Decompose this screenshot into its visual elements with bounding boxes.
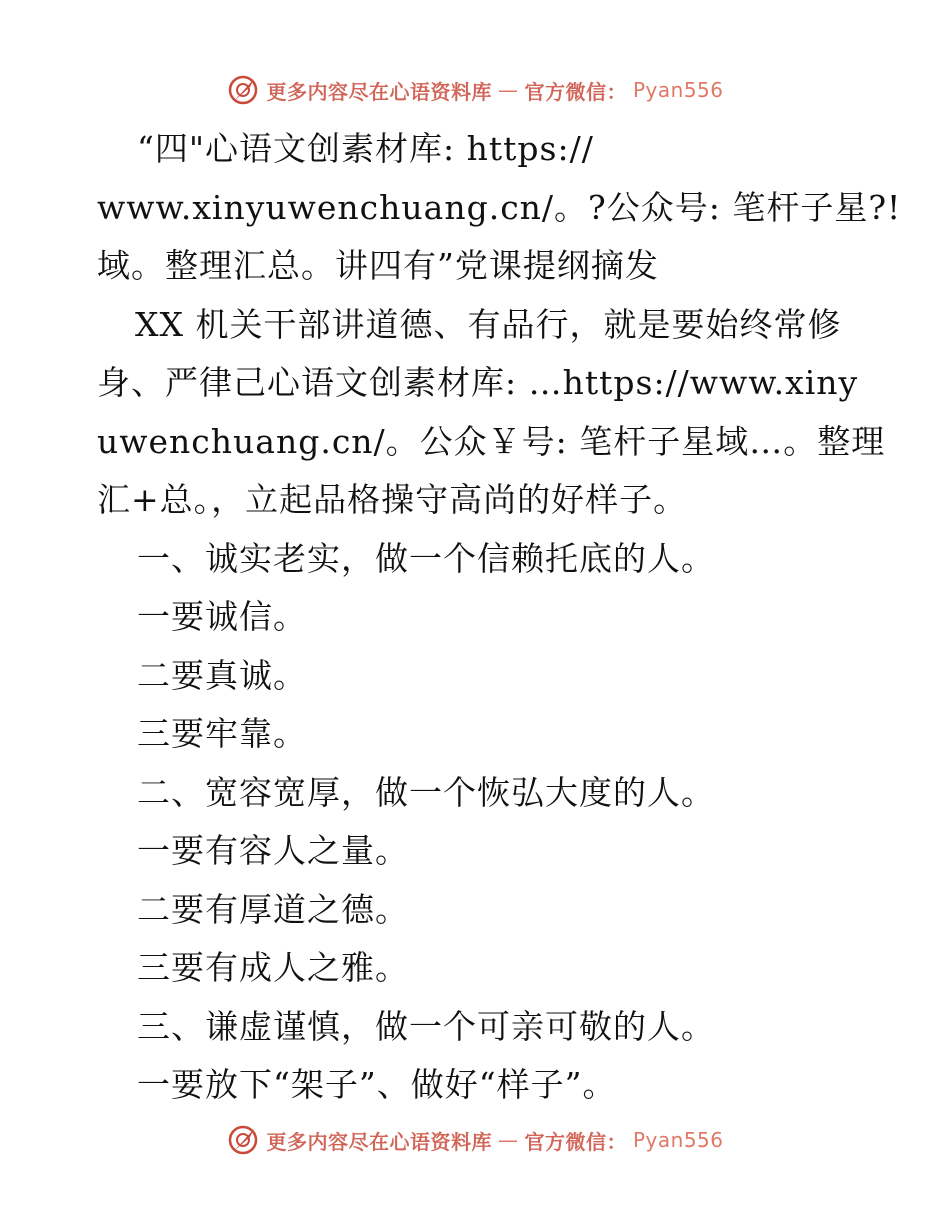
watermark-wechat-id: Pyan556 <box>632 78 724 102</box>
section-heading: 三、谦虚谨慎，做一个可亲可敬的人。 <box>137 1006 715 1046</box>
list-item: 三要牢靠。 <box>137 714 307 753</box>
text-line: uwenchuang.cn/。公众￥号: 笔杆子星域…。整理 <box>97 421 886 461</box>
section-heading: 二、宽容宽厚，做一个恢弘大度的人。 <box>137 772 715 812</box>
document-body <box>97 120 902 1115</box>
footer-watermark <box>0 1120 950 1160</box>
watermark-group <box>226 73 723 107</box>
list-item: 一要诚信。 <box>137 597 307 636</box>
watermark-sub-text: 官方微信： <box>524 1129 627 1154</box>
header-watermark <box>0 70 950 110</box>
text-line: 域。整理汇总。讲四有”党课提纲摘发 <box>97 246 659 285</box>
list-item: 三要有成人之雅。 <box>137 948 409 987</box>
list-item: 二要有厚道之德。 <box>137 889 409 929</box>
text-line: XX 机关干部讲道德、有品行，就是要始终常修 <box>135 304 842 344</box>
section-heading: 一、诚实老实，做一个信赖托底的人。 <box>137 538 715 578</box>
watermark-group <box>226 1123 723 1157</box>
text-line: 汇+总。，立起品格操守高尚的好样子。 <box>97 480 688 519</box>
watermark-dash: — <box>497 1128 519 1152</box>
watermark-dash: — <box>497 78 519 102</box>
text-line: www.xinyuwenchuang.cn/。?公众号: 笔杆子星?! <box>97 187 902 227</box>
text-line: “四"心语文创素材库: https:// <box>137 129 594 168</box>
watermark-sub-text: 官方微信： <box>524 79 627 104</box>
text-line: 身、严律己心语文创素材库: …https://www.xiny <box>97 363 859 402</box>
list-item: 二要真诚。 <box>137 655 307 695</box>
watermark-wechat-id: Pyan556 <box>632 1128 724 1152</box>
list-item: 一要放下“架子”、做好“样子”。 <box>137 1065 617 1104</box>
list-item: 一要有容人之量。 <box>137 831 409 870</box>
quill-logo-icon <box>226 73 260 107</box>
quill-logo-icon <box>226 1123 260 1157</box>
watermark-main-text: 更多内容尽在心语资料库 <box>266 1129 492 1154</box>
watermark-main-text: 更多内容尽在心语资料库 <box>266 79 492 104</box>
